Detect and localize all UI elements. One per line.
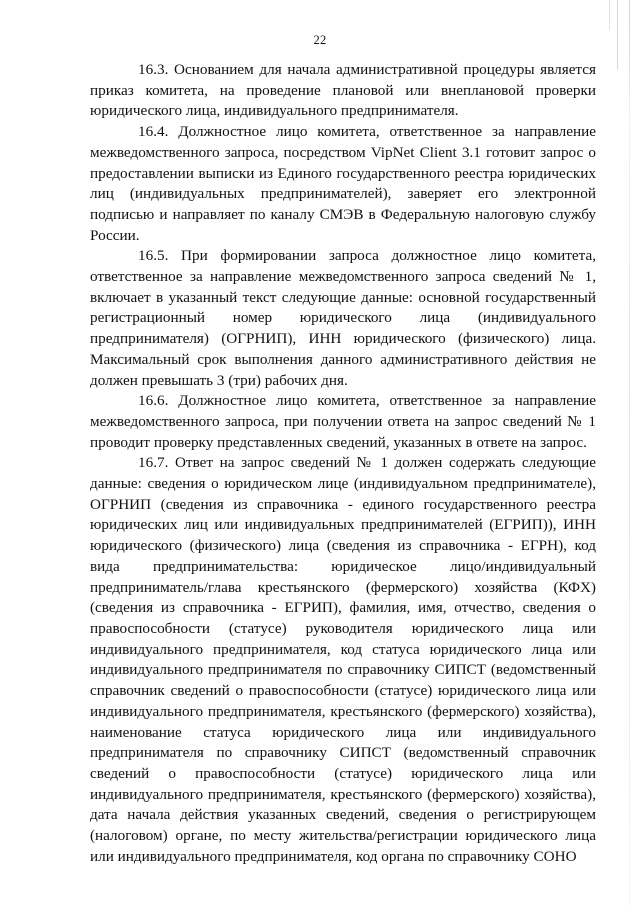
paragraph-16-4: 16.4. Должностное лицо комитета, ответственное за направление межведомственного запроса, посредством VipNet Client 3.1 готовит запрос о предоставлении выписки из Единого государственного реестра юридических лиц (индивидуальных предпринимателей), заверяет его электронной подписью и направляет по каналу СМЭВ в Федеральную налоговую службу России. (90, 123, 596, 244)
page-number: 22 (313, 33, 327, 47)
paragraph-16-7: 16.7. Ответ на запрос сведений № 1 должен содержать следующие данные: сведения о юридическом лице (индивидуальном предпринимателе), ОГРНИП (сведения из справочника - единого государственного реестра юридических лиц или индивидуальных предпринимателей (ЕГРИП)), ИНН юридического (физического) лица (сведения из справочника - ЕГРН), код вида предпринимательства: юридическое лицо/индивидуальный предприниматель/глава крестьянского (фермерского) хозяйства (КФХ) (сведения из справочника - ЕГРИП), фамилия, имя, отчество, сведения о правоспособности (статусе) руководителя юридического лица или индивидуального предпринимателя, код статуса юридического лица или индивидуального предпринимателя по справочнику СИПСТ (ведомственный справочник сведений о правоспособности (статусе) юридического лица или индивидуального предпринимателя, крестьянского (фермерского) хозяйства), наименование статуса юридического лица или индивидуального предпринимателя по справочнику СИПСТ (ведомственный справочник сведений о правоспособности (статусе) юридического лица или индивидуального предпринимателя, крестьянского (фермерского) хозяйства), дата начала действия указанных сведений, сведения о регистрирующем (налоговом) органе, по месту жительства/регистрации юридического лица или индивидуального предпринимателя, код органа по справочнику СОНО (90, 454, 596, 865)
scan-edge-line (609, 0, 610, 30)
paragraph-16-6: 16.6. Должностное лицо комитета, ответственное за направление межведомственного запроса, при получении ответа на запрос сведений № 1 проводит проверку представленных сведений, указанных в ответе на запрос. (90, 392, 596, 451)
document-body (90, 60, 596, 867)
scan-edge-line (629, 0, 630, 905)
paragraph-16-5: 16.5. При формировании запроса должностное лицо комитета, ответственное за направление межведомственного запроса сведений № 1, включает в указанный текст следующие данные: основной государственный регистрационный номер юридического лица (индивидуального предпринимателя) (ОГРНИП), ИНН юридического (физического) лица. Максимальный срок выполнения данного административного действия не должен превышать 3 (три) рабочих дня. (90, 247, 596, 389)
paragraph-16-3: 16.3. Основанием для начала административной процедуры является приказ комитета, на проведение плановой или внеплановой проверки юридического лица, индивидуального предпринимателя. (90, 61, 596, 120)
